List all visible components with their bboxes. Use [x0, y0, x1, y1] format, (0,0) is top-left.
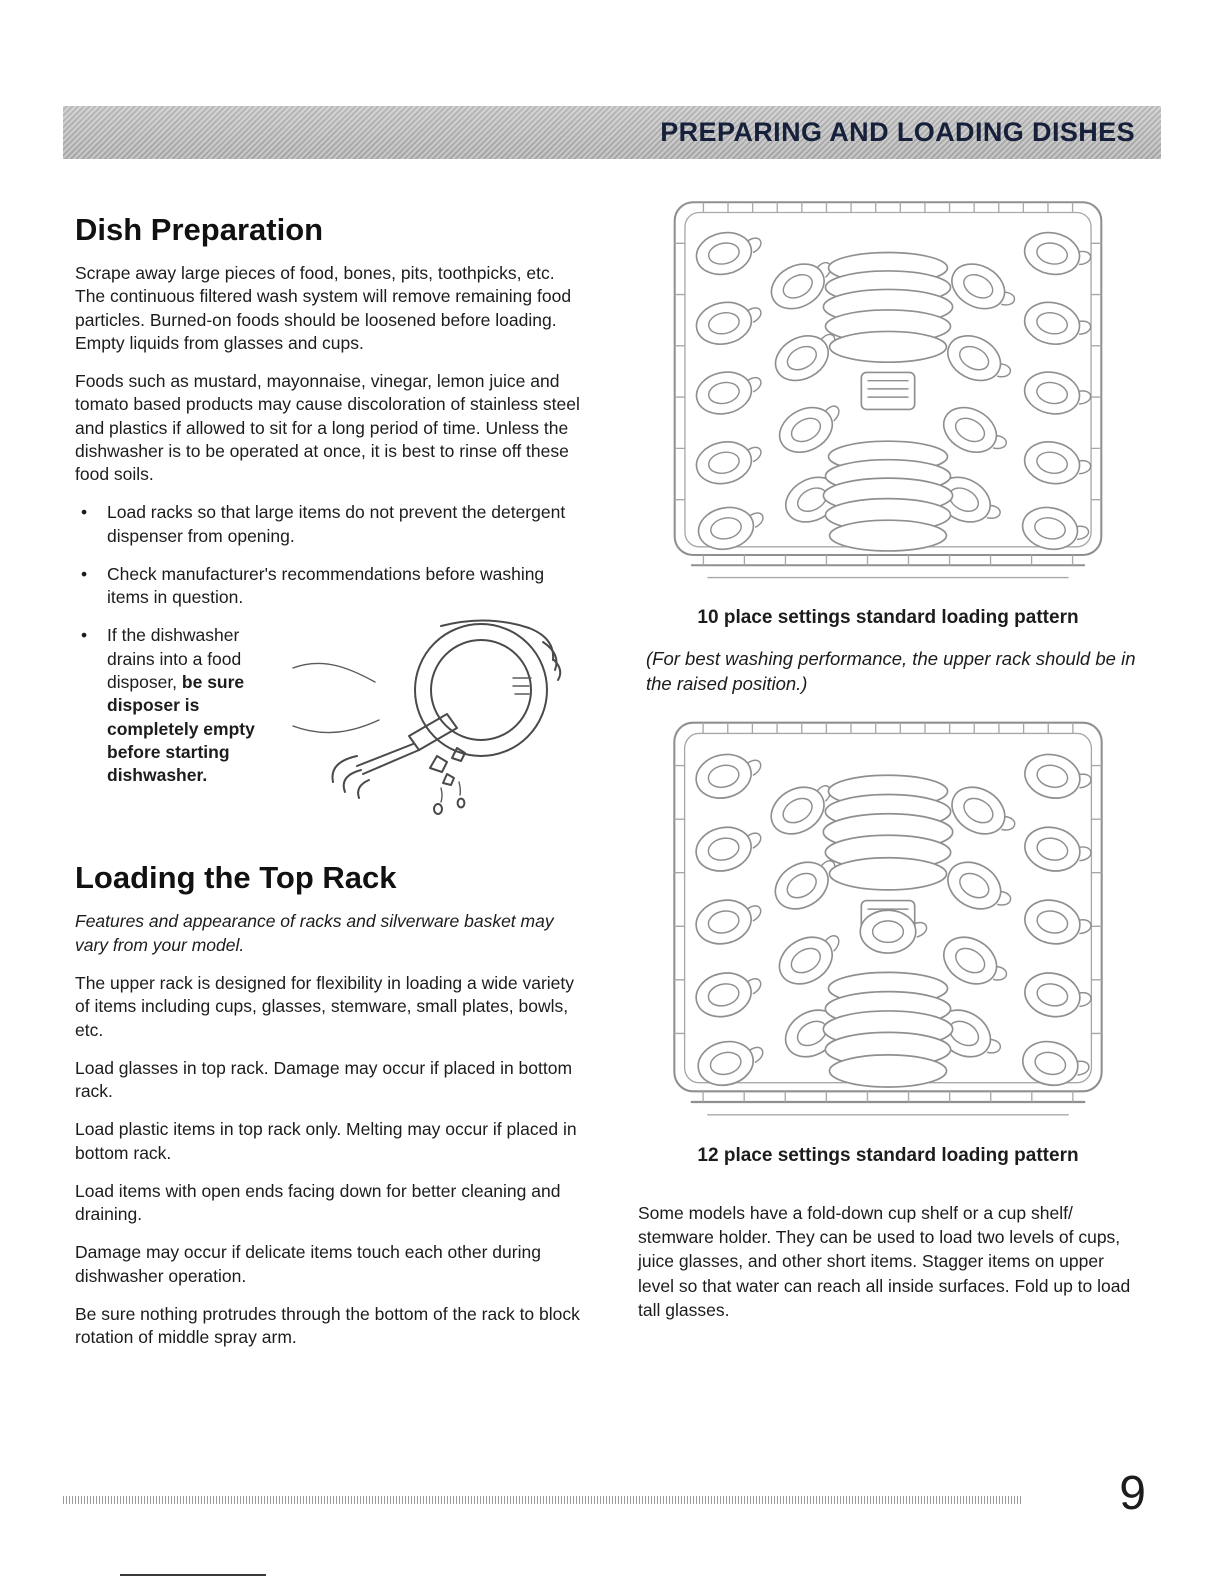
list-item: [75, 501, 583, 548]
bullet-with-illustration: [107, 624, 591, 818]
right-column: [638, 192, 1138, 1322]
rack-10-place-figure: [638, 192, 1138, 599]
bullet-list: [75, 501, 583, 818]
paragraph: Foods such as mustard, mayonnaise, vinegar, lemon juice and tomato based products may cause discoloration of stainless steel and plastics if allowed to sit for a long period of time. Unless the dishwasher is to be operated at once, it is best to rinse off these food soils.: [75, 371, 580, 485]
bullet-text: • Check manufacturer's recommendations before washing items in question.: [107, 563, 545, 608]
list-item: [75, 563, 583, 610]
paragraph: Scrape away large pieces of food, bones, pits, toothpicks, etc. The continuous filtered wash system will remove remaining food particles. Burned-on foods should be loosened before loading. Empty liquids from glasses and cups.: [75, 263, 572, 353]
paragraph: Load plastic items in top rack only. Melting may occur if placed in bottom rack.: [75, 1119, 577, 1163]
page-number: 9: [1119, 1467, 1146, 1520]
bottom-artifact-line: [120, 1574, 266, 1576]
left-column: [75, 212, 583, 1364]
bullet-text: • Load racks so that large items do not prevent the detergent dispenser from opening.: [107, 502, 566, 546]
cup-shelf-paragraph: Some models have a fold-down cup shelf or a cup shelf/ stemware holder. They can be used to load two levels of cups, juice glasses, and other short items. Stagger items on upper level so that water can reach all inside surfaces. Fold up to load tall glasses.: [638, 1203, 1131, 1320]
footer-hatched-rule: [63, 1496, 1021, 1504]
scraping-plate-illustration: [291, 618, 591, 818]
bullet-text: [107, 624, 289, 787]
caption-10-place: 10 place settings standard loading pattern: [697, 607, 1079, 628]
paragraph: Damage may occur if delicate items touch each other during dishwasher operation.: [75, 1242, 541, 1286]
section-title-loading-top-rack: Loading the Top Rack: [75, 860, 397, 896]
caption-12-place: 12 place settings standard loading pattern: [697, 1145, 1079, 1167]
rack-12-place-figure: [638, 712, 1138, 1137]
rack-12-place-illustration: [662, 712, 1114, 1132]
bullet-text-normal: If the dishwasher drains into a food disposer,: [107, 625, 242, 692]
list-item: [75, 624, 583, 818]
page-header-title: PREPARING AND LOADING DISHES: [660, 117, 1135, 147]
section-title-dish-preparation: Dish Preparation: [75, 212, 324, 247]
variation-note: Features and appearance of racks and silverware basket may vary from your model.: [75, 911, 554, 955]
header-band: [63, 106, 1161, 159]
paragraph: Load glasses in top rack. Damage may occur if placed in bottom rack.: [75, 1057, 573, 1102]
paragraph: Be sure nothing protrudes through the bottom of the rack to block rotation of middle spray arm.: [75, 1303, 580, 1348]
paragraph: The upper rack is designed for flexibility in loading a wide variety of items including cups, glasses, stemware, small plates, bowls, etc.: [75, 972, 575, 1040]
performance-note: (For best washing performance, the upper rack should be in the raised position.): [646, 648, 1136, 694]
bullet-text-bold: be sure disposer is completely empty before starting dishwasher.: [107, 671, 255, 786]
rack-10-place-illustration: [662, 192, 1114, 594]
paragraph: Load items with open ends facing down for better cleaning and draining.: [75, 1180, 561, 1225]
